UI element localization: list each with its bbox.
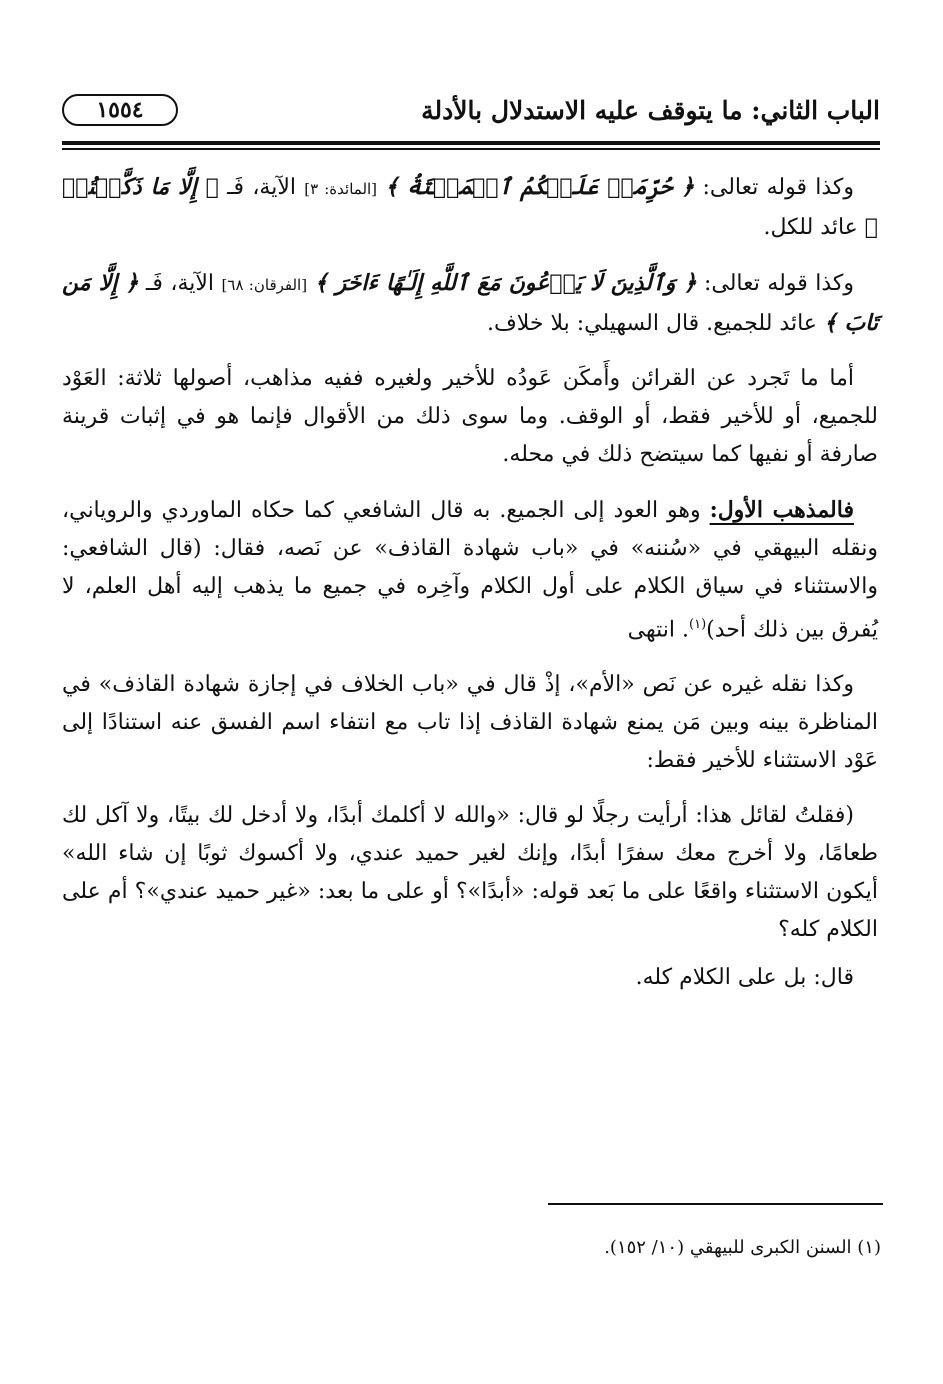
header-rule-thick — [62, 141, 880, 145]
header-rule-thin — [62, 148, 880, 150]
p2-intro: وكذا قوله تعالى: — [703, 271, 854, 296]
footnote: (١) السنن الكبرى للبيهقي (١٠/ ١٥٢). — [604, 1237, 881, 1258]
p2-tail: عائد للجميع. قال السهيلي: بلا خلاف. — [486, 311, 817, 336]
page-number: ١٥٥٤ — [62, 94, 178, 126]
p1-tail: عائد للكل. — [763, 215, 858, 240]
verse-reference: [المائدة: ٣] — [304, 180, 378, 198]
paragraph-1 — [62, 168, 878, 247]
paragraph-5: وكذا نقله غيره عن نَص «الأم»، إذْ قال في «باب الخلاف في إجازة شهادة القاذف» في المناظرة بينه وبين مَن يمنع شهادة القاذف إذا تاب مع انتفاء اسم الفسق عنه استنادًا إلى عَوْد الاستثناء للأخير فقط: — [62, 672, 878, 774]
paragraph-3: أما ما تَجرد عن القرائن وأَمكَن عَودُه للأخير ولغيره ففيه مذاهب، أصولها ثلاثة: العَوْد للجميع، أو للأخير فقط، أو الوقف. وما سوى ذلك من الأقوال فإنما هو في إثبات قرينة صارفة أو نفيها كما سيتضح ذلك في محله. — [62, 366, 878, 467]
running-header — [62, 92, 880, 140]
p1-intro: وكذا قوله تعالى: — [702, 175, 854, 200]
p4-text: وهو العود إلى الجميع. به قال الشافعي كما حكاه الماوردي والروياني، ونقله البيهقي في «سُننه» في «باب شهادة القاذف» عن نَصه، فقال: (قال الشافعي: والاستثناء في سياق الكلام على أول الكلام وآخِره في جميع ما يذهب إليه أهل العلم، لا يُفرق بين ذلك أحد) — [62, 498, 878, 643]
quran-verse: ﴿ حُرِّمَتۡ عَلَيۡكُمُ ٱلۡمَيۡتَةُ ﴾ — [385, 174, 695, 200]
paragraph-4 — [62, 491, 878, 649]
quran-verse: ﴿ وَٱلَّذِينَ لَا يَدۡعُونَ مَعَ ٱللَّهِ إِلَـٰهًا ءَاخَرَ ﴾ — [314, 270, 697, 296]
quran-verse: ﴿ إِلَّا مَن تَابَ ﴾ — [62, 270, 878, 336]
p2-mid: الآية، فَـ — [145, 271, 215, 296]
paragraph-7: قال: بل على الكلام كله. — [635, 965, 854, 991]
quran-verse: ﴿ إِلَّا مَا ذَكَّيۡتُمۡ ﴾ — [62, 174, 878, 240]
footnote-separator — [548, 1203, 883, 1205]
section-heading-first-madhab: فالمذهب الأول: — [709, 497, 854, 523]
paragraph-2 — [62, 264, 878, 343]
main-text — [62, 168, 878, 1014]
paragraph-6: (فقلتُ لقائل هذا: أرأيت رجلًا لو قال: «والله لا أكلمك أبدًا، ولا أدخل لك بيتًا، ولا آكل لك طعامًا، ولا أخرج معك سفرًا أبدًا، وإنك لغير حميد عندي، ولا أكسوك ثوبًا إن شاء الله» أيكون الاستثناء واقعًا على ما بَعد قوله: «أبدًا»؟ أو على ما بعد: «غير حميد عندي»؟ أم على الكلام كله؟ — [62, 803, 878, 943]
p1-mid: الآية، فَـ — [227, 175, 297, 200]
p4-tail: . انتهى — [627, 617, 690, 643]
chapter-title: الباب الثاني: ما يتوقف عليه الاستدلال بالأدلة — [421, 96, 880, 125]
verse-reference: [الفرقان: ٦٨] — [221, 276, 308, 294]
footnote-marker[interactable]: (١) — [689, 617, 707, 632]
